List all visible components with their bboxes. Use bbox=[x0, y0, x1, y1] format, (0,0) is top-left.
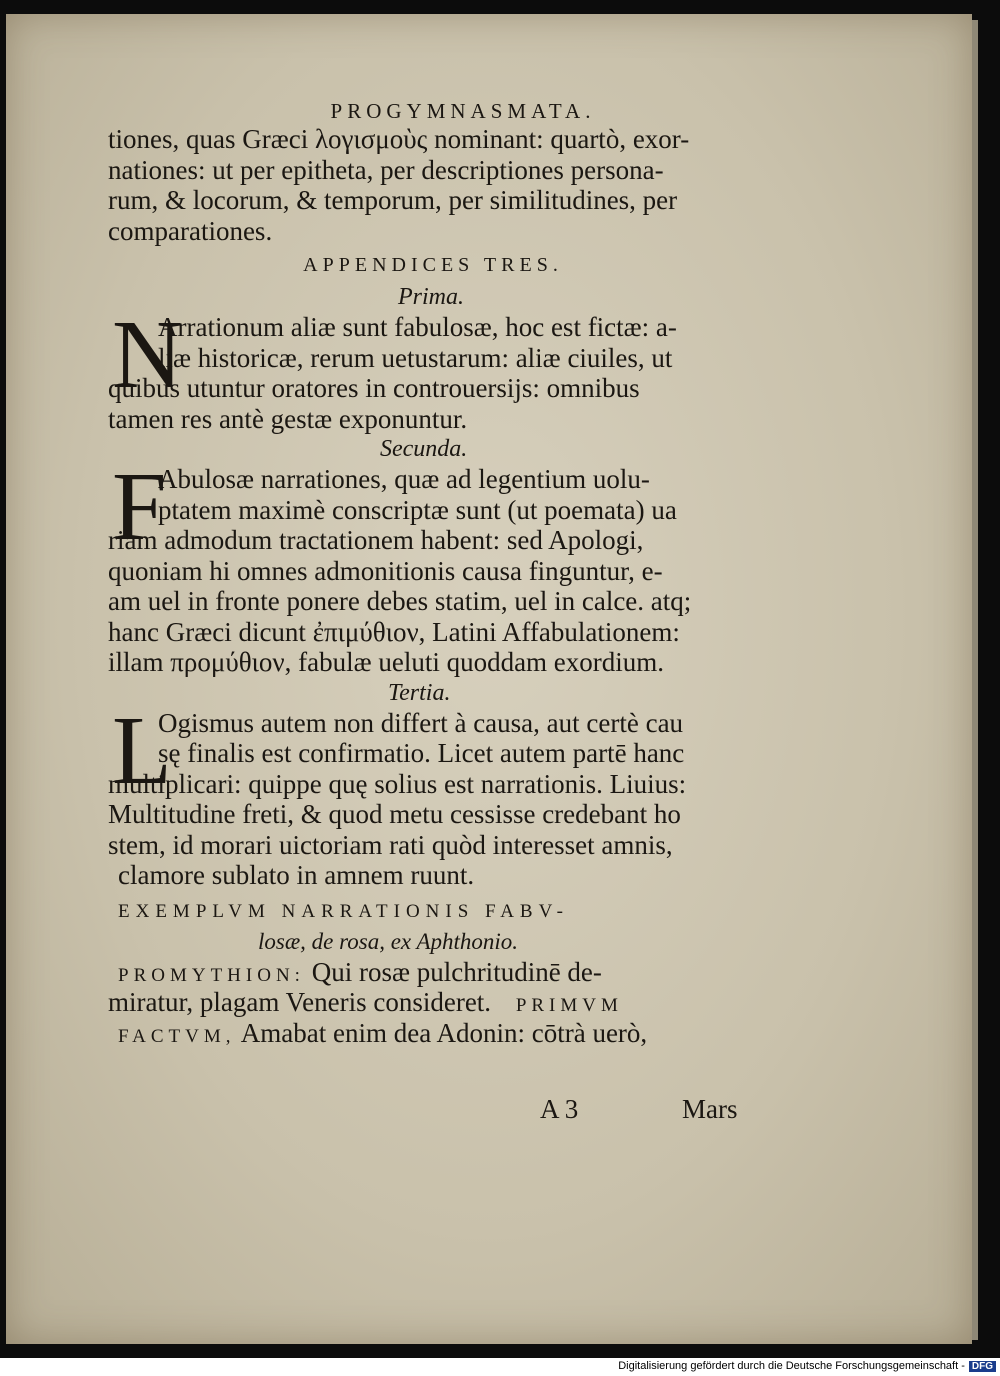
running-header: PROGYMNASMATA. bbox=[330, 99, 596, 123]
text-line: clamore sublato in amnem ruunt. bbox=[118, 860, 475, 890]
signature-mark: A 3 bbox=[540, 1094, 579, 1124]
section-label: Secunda. bbox=[380, 436, 468, 462]
text-line: ptatem maximè conscriptæ sunt (ut poemata) ua bbox=[158, 494, 677, 525]
appendices-heading: APPENDICES TRES. bbox=[303, 254, 563, 276]
text-span: Amabat enim dea Adonin: cōtrà uerò, bbox=[240, 1017, 648, 1048]
text-line: hanc Græci dicunt ἐπιμύθιον, Latini Affabulationem: bbox=[108, 616, 680, 647]
section-tertia bbox=[108, 696, 758, 891]
text-line: quoniam hi omnes admonitionis causa finguntur, e- bbox=[108, 555, 663, 586]
caps-term: PROMYTHION: bbox=[118, 964, 305, 986]
drop-capital: F bbox=[112, 453, 167, 561]
text-line: Abulosæ narrationes, quæ ad legentium uolu- bbox=[158, 464, 650, 494]
text-line: quibus utuntur oratores in controuersijs: omnibus bbox=[108, 373, 640, 403]
intro-line: rum, & locorum, & temporum, per similitudines, per bbox=[108, 185, 678, 215]
text-line: liæ historicæ, rerum uetustarum: aliæ ciuiles, ut bbox=[158, 342, 673, 373]
section-prima bbox=[108, 301, 758, 434]
text-line: tamen res antè gestæ exponuntur. bbox=[108, 403, 468, 434]
text-line: illam προμύθιον, fabulæ ueluti quoddam exordium. bbox=[108, 647, 665, 677]
caps-term: FACTVM, bbox=[118, 1025, 236, 1047]
intro-line: tiones, quas Græci λογισμοὺς nominant: quartò, exor- bbox=[108, 124, 690, 154]
footer-text: Digitalisierung gefördert durch die Deutsche Forschungsgemeinschaft - bbox=[618, 1360, 965, 1372]
text-line: am uel in fronte ponere debes statim, uel in calce. atq; bbox=[108, 586, 692, 616]
text-span: miratur, plagam Veneris consideret. bbox=[108, 987, 492, 1017]
example-heading: EXEMPLVM NARRATIONIS FABV- bbox=[118, 900, 569, 922]
footer-bar bbox=[0, 1358, 1000, 1376]
drop-capital: L bbox=[112, 696, 172, 805]
text-line: Multitudine freti, & quod metu cessisse credebant ho bbox=[108, 799, 681, 829]
text-line: sę finalis est confirmatio. Licet autem partē hanc bbox=[158, 738, 685, 768]
section-secunda bbox=[108, 453, 758, 678]
text-line: stem, id morari uictoriam rati quòd interesset amnis, bbox=[108, 829, 673, 860]
example-line bbox=[108, 987, 758, 1018]
dfg-logo: DFG bbox=[969, 1361, 996, 1372]
example-line bbox=[108, 1018, 758, 1049]
intro-line: nationes: ut per epitheta, per descriptiones persona- bbox=[108, 154, 664, 185]
section-label: Tertia. bbox=[388, 679, 451, 706]
page-text bbox=[108, 96, 758, 1048]
text-line: riam admodum tractationem habent: sed Apologi, bbox=[108, 525, 644, 555]
caps-term: PRIMVM bbox=[515, 995, 623, 1016]
intro-line: comparationes. bbox=[108, 215, 273, 246]
drop-capital: N bbox=[112, 301, 183, 409]
text-line: Ogismus autem non differt à causa, aut certè cau bbox=[158, 707, 684, 738]
catchword: Mars bbox=[682, 1094, 738, 1124]
section-label: Prima. bbox=[398, 284, 464, 310]
text-line: multiplicari: quippe quę solius est narrationis. Liuius: bbox=[108, 768, 687, 799]
page-edge bbox=[972, 20, 978, 1340]
example-subheading: losæ, de rosa, ex Aphthonio. bbox=[258, 928, 519, 954]
text-span: Qui rosæ pulchritudinē de- bbox=[311, 956, 602, 987]
text-line: Arrationum aliæ sunt fabulosæ, hoc est fictæ: a- bbox=[158, 312, 677, 342]
example-line bbox=[108, 957, 758, 988]
